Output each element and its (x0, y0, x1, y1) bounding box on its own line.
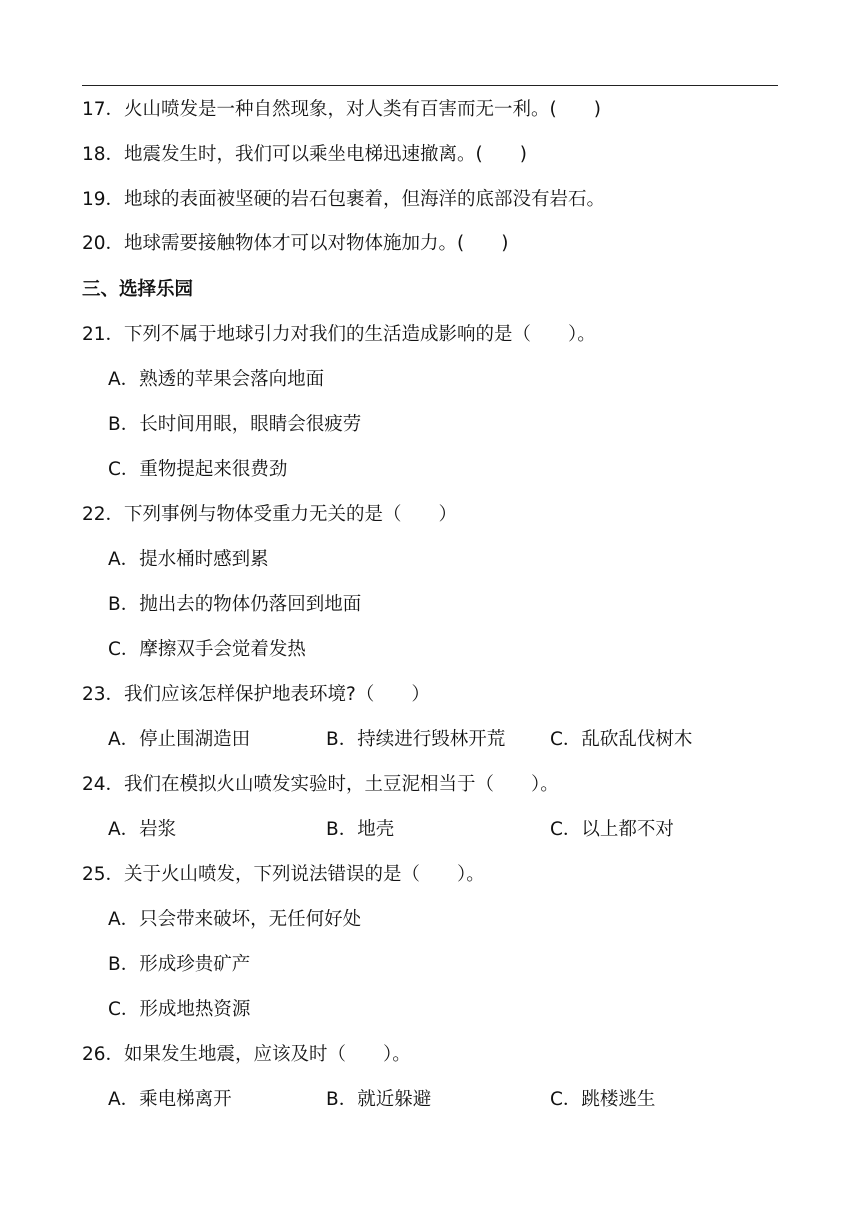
question-26-option-a: A．乘电梯离开 (108, 1089, 232, 1110)
question-26-options (0, 1088, 860, 1112)
question-21-option-c: C．重物提起来很费劲 (108, 459, 288, 480)
question-22: 22．下列事例与物体受重力无关的是（ ） (82, 504, 458, 525)
question-23-option-b: B．持续进行毁林开荒 (326, 729, 506, 750)
question-21-option-a: A．熟透的苹果会落向地面 (108, 369, 325, 390)
section-heading: 三、选择乐园 (82, 279, 194, 300)
question-20: 20．地球需要接触物体才可以对物体施加力。( ) (82, 233, 509, 254)
question-23-options (0, 728, 860, 752)
question-23-option-a: A．停止围湖造田 (108, 729, 251, 750)
question-26-option-b: B．就近躲避 (326, 1089, 432, 1110)
question-22-option-b: B．抛出去的物体仍落回到地面 (108, 594, 362, 615)
question-25-option-b: B．形成珍贵矿产 (108, 954, 251, 975)
question-25-option-c: C．形成地热资源 (108, 999, 251, 1020)
question-26: 26．如果发生地震，应该及时（ ）。 (82, 1044, 411, 1065)
question-17: 17．火山喷发是一种自然现象，对人类有百害而无一利。( ) (82, 99, 601, 120)
question-24: 24．我们在模拟火山喷发实验时，土豆泥相当于（ ）。 (82, 774, 559, 795)
question-24-option-a: A．岩浆 (108, 819, 177, 840)
question-18: 18．地震发生时，我们可以乘坐电梯迅速撤离。( ) (82, 144, 527, 165)
question-24-option-c: C．以上都不对 (550, 819, 674, 840)
question-24-option-b: B．地壳 (326, 819, 395, 840)
question-22-option-a: A．提水桶时感到累 (108, 549, 269, 570)
question-21-option-b: B．长时间用眼，眼睛会很疲劳 (108, 414, 362, 435)
question-25: 25．关于火山喷发，下列说法错误的是（ ）。 (82, 864, 485, 885)
question-23-option-c: C．乱砍乱伐树木 (550, 729, 693, 750)
question-25-option-a: A．只会带来破坏，无任何好处 (108, 909, 362, 930)
question-19: 19．地球的表面被坚硬的岩石包裹着，但海洋的底部没有岩石。 (82, 189, 606, 210)
question-26-option-c: C．跳楼逃生 (550, 1089, 656, 1110)
question-23: 23．我们应该怎样保护地表环境?（ ） (82, 684, 430, 705)
header-rule (82, 85, 778, 86)
question-24-options (0, 818, 860, 842)
question-22-option-c: C．摩擦双手会觉着发热 (108, 639, 306, 660)
question-21: 21．下列不属于地球引力对我们的生活造成影响的是（ ）。 (82, 324, 596, 345)
